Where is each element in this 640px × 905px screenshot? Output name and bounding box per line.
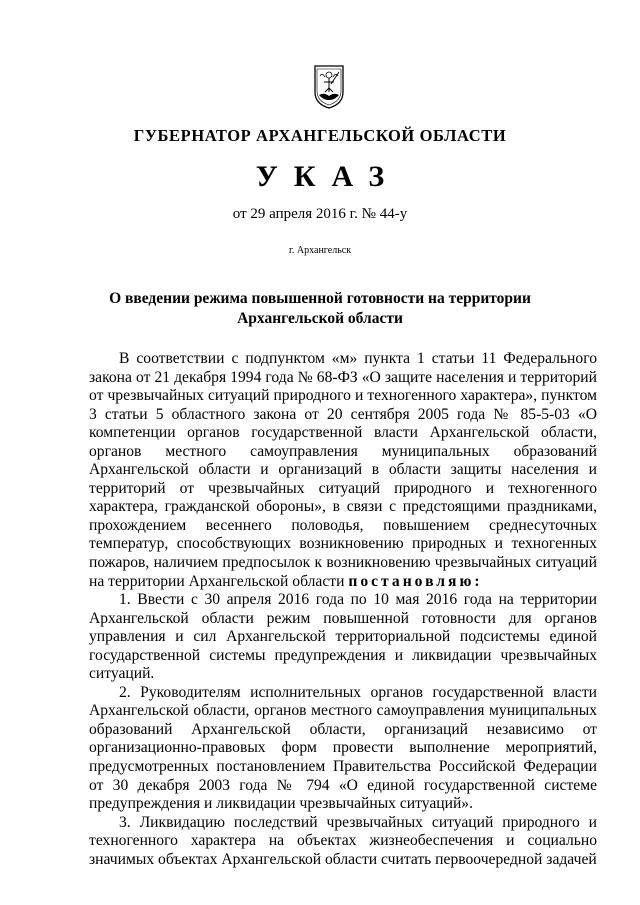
decree-colon: : (474, 572, 480, 590)
item-3-paragraph: 3. Ликвидацию последствий чрезвычайных ситуаций природного и техногенного характера на объектах жизнеобеспечения и социально значимых объектах Архангельской области считать первоочередной задачей (89, 813, 597, 868)
preamble-text: В соответствии с подпунктом «м» пункта 1 статьи 11 Федерального закона от 21 декабря 1994 года № 68-ФЗ «О защите населения и территорий от чрезвычайных ситуаций природного и техногенного характера», пунктом 3 статьи 5 областного закона от 20 сентября 2005 года № 85-5-03 «О компетенции органов государственной власти Архангельской области, органов местного самоуправления муниципальных образований Архангельской области и организаций в области защиты населения и территорий от чрезвычайных ситуаций природного и техногенного характера, гражданской обороны», в связи с предстоящими праздниками, прохождением весеннего половодья, повышением среднесуточных температур, способствующих возникновению природных и техногенных пожаров, наличием предпосылок к возникновению чрезвычайных ситуаций на территории Архангельской области (89, 350, 597, 590)
authority-heading: ГУБЕРНАТОР АРХАНГЕЛЬСКОЙ ОБЛАСТИ (133, 126, 507, 145)
document-title-line-2: Архангельской области (237, 310, 403, 327)
item-1-paragraph: 1. Ввести с 30 апреля 2016 года по 10 мая 2016 года на территории Архангельской области режим повышенной готовности для органов управления и сил Архангельской территориальной подсистемы единой государственной системы предупреждения и ликвидации чрезвычайных ситуаций. (89, 591, 597, 683)
document-title-line-1: О введении режима повышенной готовности на территории (109, 290, 531, 307)
date-and-number: от 29 апреля 2016 г. № 44-у (232, 206, 408, 222)
city-label: г. Архангельск (288, 245, 352, 256)
decree-word: постановляю (348, 572, 475, 590)
document-title (90, 289, 550, 329)
document-body (89, 350, 597, 869)
document-type-heading: УКАЗ (255, 160, 401, 193)
coat-of-arms-icon (311, 62, 347, 110)
item-2-paragraph: 2. Руководителям исполнительных органов государственной власти Архангельской области, органов местного самоуправления муниципальных образований Архангельской области, организаций независимо от организационно-правовых форм провести выполнение мероприятий, предусмотренных постановлением Правительства Российской Федерации от 30 декабря 2003 года № 794 «О единой государственной системе предупреждения и ликвидации чрезвычайных ситуаций». (89, 683, 597, 813)
preamble-paragraph (89, 350, 597, 591)
